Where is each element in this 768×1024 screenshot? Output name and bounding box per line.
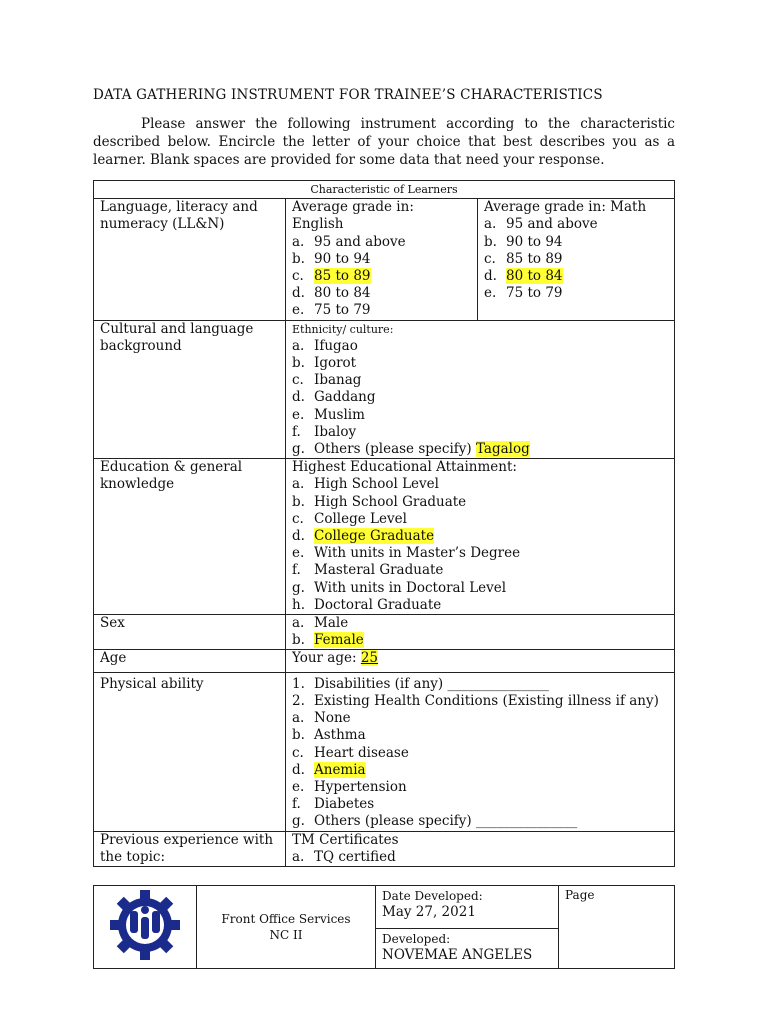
- education-options: [292, 476, 668, 614]
- tesda-logo: [94, 886, 197, 969]
- option-text: Others (please specify) _______________: [314, 813, 578, 830]
- option-text: Igorot: [314, 355, 357, 372]
- table-row: [94, 199, 675, 320]
- course-level: NC II: [269, 928, 303, 942]
- culture-cell: [286, 320, 675, 459]
- option-letter: b.: [292, 355, 305, 372]
- option-letter: e.: [292, 302, 305, 319]
- option-letter: b.: [484, 233, 497, 250]
- table-row: [94, 320, 675, 459]
- option-item[interactable]: [292, 745, 668, 762]
- option-letter: e.: [484, 285, 497, 302]
- option-item[interactable]: [292, 632, 668, 649]
- age-prompt: Your age:: [292, 650, 357, 667]
- math-grade-title: Average grade in: Math: [484, 199, 647, 216]
- option-item[interactable]: [292, 597, 668, 614]
- sex-cell: [286, 615, 675, 650]
- option-text: Heart disease: [314, 744, 409, 761]
- option-item[interactable]: [292, 494, 668, 511]
- culture-options: [292, 338, 668, 441]
- question-number: 2.: [292, 692, 305, 709]
- page-label: Page: [565, 888, 595, 902]
- option-text: Gaddang: [314, 389, 376, 406]
- option-item[interactable]: [292, 562, 668, 579]
- question-number: 1.: [292, 675, 305, 692]
- option-letter: g.: [292, 441, 305, 458]
- option-text: Muslim: [314, 406, 365, 423]
- option-item[interactable]: [292, 338, 668, 355]
- option-letter: a.: [484, 216, 497, 233]
- row-label-experience: Previous experience with the topic:: [94, 831, 286, 866]
- option-item[interactable]: [292, 251, 471, 268]
- culture-other-answer: Tagalog: [475, 441, 530, 458]
- english-grade-cell: [286, 199, 478, 320]
- option-item[interactable]: [292, 511, 668, 528]
- option-text: 95 and above: [506, 216, 598, 233]
- age-cell: [286, 650, 675, 672]
- option-text: Ibaloy: [314, 423, 357, 440]
- option-item[interactable]: [292, 372, 668, 389]
- option-item[interactable]: [292, 615, 668, 632]
- option-item[interactable]: [484, 285, 668, 302]
- disabilities-question: [292, 676, 668, 693]
- option-text-selected: College Graduate: [314, 528, 435, 545]
- gear-logo-icon: [108, 888, 182, 962]
- experience-title: TM Certificates: [292, 831, 399, 848]
- option-letter: a.: [292, 710, 305, 727]
- option-text: None: [314, 710, 351, 727]
- option-item[interactable]: [292, 285, 471, 302]
- option-text: 80 to 84: [314, 285, 371, 302]
- course-title: [197, 886, 376, 969]
- option-letter: f.: [292, 423, 301, 440]
- date-developed-value: May 27, 2021: [382, 904, 476, 920]
- option-letter: c.: [484, 250, 496, 267]
- option-item[interactable]: [292, 424, 668, 441]
- option-text: TQ certified: [314, 848, 396, 865]
- option-text-selected: Female: [314, 632, 364, 649]
- option-text: Hypertension: [314, 778, 407, 795]
- option-letter: a.: [292, 476, 305, 493]
- instructions-paragraph: Please answer the following instrument according to the characteristic described below. Encircle the letter of your choice that best describes you as a learner. Blank spaces are provided for some data that need your response.: [93, 116, 675, 168]
- option-letter: a.: [292, 337, 305, 354]
- option-text-selected: 80 to 84: [506, 268, 563, 285]
- option-text: Asthma: [314, 727, 366, 744]
- option-text: 75 to 79: [314, 302, 371, 319]
- option-letter: c.: [292, 510, 304, 527]
- option-item[interactable]: [292, 762, 668, 779]
- disabilities-text: Disabilities (if any) _______________: [314, 675, 549, 692]
- option-letter: a.: [292, 615, 305, 632]
- row-label-age: Age: [94, 650, 286, 672]
- option-letter: f.: [292, 562, 301, 579]
- option-letter: a.: [292, 233, 305, 250]
- option-letter: b.: [292, 250, 305, 267]
- age-answer: 25: [360, 650, 379, 667]
- option-item[interactable]: [292, 528, 668, 545]
- option-letter: f.: [292, 796, 301, 813]
- education-title: Highest Educational Attainment:: [292, 459, 517, 476]
- option-item[interactable]: [292, 849, 668, 866]
- option-item[interactable]: [292, 813, 668, 830]
- document-title: DATA GATHERING INSTRUMENT FOR TRAINEE’S CHARACTERISTICS: [93, 87, 603, 103]
- option-letter: e.: [292, 778, 305, 795]
- option-letter: c.: [292, 372, 304, 389]
- date-developed-cell: [376, 886, 559, 929]
- english-grade-subject: English: [292, 216, 344, 233]
- english-grade-options: [292, 234, 471, 320]
- option-item[interactable]: [292, 476, 668, 493]
- option-item[interactable]: [292, 302, 471, 319]
- learner-characteristics-table: [93, 180, 675, 867]
- option-item[interactable]: [292, 268, 471, 285]
- option-letter: d.: [292, 761, 305, 778]
- option-letter: g.: [292, 579, 305, 596]
- option-letter: d.: [292, 389, 305, 406]
- option-item[interactable]: [292, 710, 668, 727]
- option-item[interactable]: [484, 268, 668, 285]
- option-letter: g.: [292, 813, 305, 830]
- option-text: High School Graduate: [314, 493, 467, 510]
- option-text: College Level: [314, 510, 407, 527]
- page-cell: [559, 886, 675, 969]
- developer-label: Developed:: [382, 932, 451, 946]
- table-row: [94, 650, 675, 672]
- option-letter: d.: [292, 285, 305, 302]
- health-question: [292, 693, 668, 710]
- option-text: Ibanag: [314, 372, 362, 389]
- option-text: Male: [314, 615, 349, 632]
- developer-cell: [376, 929, 559, 969]
- option-item[interactable]: [292, 796, 668, 813]
- option-letter: b.: [292, 632, 305, 649]
- option-letter: e.: [292, 545, 305, 562]
- footer-table: [93, 885, 675, 969]
- option-letter: e.: [292, 406, 305, 423]
- math-grade-cell: [478, 199, 675, 320]
- option-text: Ifugao: [314, 337, 358, 354]
- option-letter: b.: [292, 727, 305, 744]
- option-letter: d.: [484, 268, 497, 285]
- option-text: 85 to 89: [506, 250, 563, 267]
- math-grade-options: [484, 216, 668, 302]
- option-text: Masteral Graduate: [314, 562, 444, 579]
- physical-cell: [286, 672, 675, 831]
- experience-cell: [286, 831, 675, 866]
- option-letter: b.: [292, 493, 305, 510]
- option-text-selected: 85 to 89: [314, 268, 371, 285]
- option-text: Diabetes: [314, 796, 375, 813]
- row-label-education: Education & general knowledge: [94, 459, 286, 615]
- culture-title: Ethnicity/ culture:: [292, 322, 394, 336]
- date-developed-label: Date Developed:: [382, 889, 483, 903]
- option-item[interactable]: [292, 234, 471, 251]
- option-text: With units in Doctoral Level: [314, 579, 507, 596]
- table-row: [94, 672, 675, 831]
- row-label-lln: Language, literacy and numeracy (LL&N): [94, 199, 286, 320]
- option-item[interactable]: [484, 251, 668, 268]
- culture-other-text: Others (please specify): [314, 441, 472, 458]
- option-item[interactable]: [484, 216, 668, 233]
- option-item[interactable]: [292, 727, 668, 744]
- culture-other-option: [292, 441, 668, 458]
- table-row: [94, 615, 675, 650]
- developer-name: NOVEMAE ANGELES: [382, 947, 533, 963]
- option-letter: c.: [292, 268, 304, 285]
- option-item[interactable]: [292, 779, 668, 796]
- option-text: With units in Master’s Degree: [314, 545, 521, 562]
- row-label-culture: Cultural and language background: [94, 320, 286, 459]
- option-letter: h.: [292, 596, 305, 613]
- option-letter: a.: [292, 848, 305, 865]
- table-header: Characteristic of Learners: [94, 181, 675, 199]
- option-item[interactable]: [292, 545, 668, 562]
- course-name: Front Office Services: [221, 912, 351, 926]
- table-row: [94, 831, 675, 866]
- option-item[interactable]: [484, 234, 668, 251]
- table-row: [94, 459, 675, 615]
- health-options: [292, 710, 668, 830]
- option-item[interactable]: [292, 355, 668, 372]
- education-cell: [286, 459, 675, 615]
- option-letter: c.: [292, 744, 304, 761]
- row-label-sex: Sex: [94, 615, 286, 650]
- option-text: 75 to 79: [506, 285, 563, 302]
- option-item[interactable]: [292, 407, 668, 424]
- english-grade-prefix: Average grade in:: [292, 199, 414, 216]
- option-text: High School Level: [314, 476, 439, 493]
- sex-options: [292, 615, 668, 649]
- row-label-physical: Physical ability: [94, 672, 286, 831]
- option-item[interactable]: [292, 580, 668, 597]
- option-text: 95 and above: [314, 233, 406, 250]
- option-text: 90 to 94: [506, 233, 563, 250]
- option-text: 90 to 94: [314, 250, 371, 267]
- health-text: Existing Health Conditions (Existing illness if any): [314, 692, 659, 709]
- experience-options: [292, 849, 668, 866]
- option-item[interactable]: [292, 389, 668, 406]
- option-text: Doctoral Graduate: [314, 596, 442, 613]
- option-text-selected: Anemia: [314, 761, 366, 778]
- option-letter: d.: [292, 528, 305, 545]
